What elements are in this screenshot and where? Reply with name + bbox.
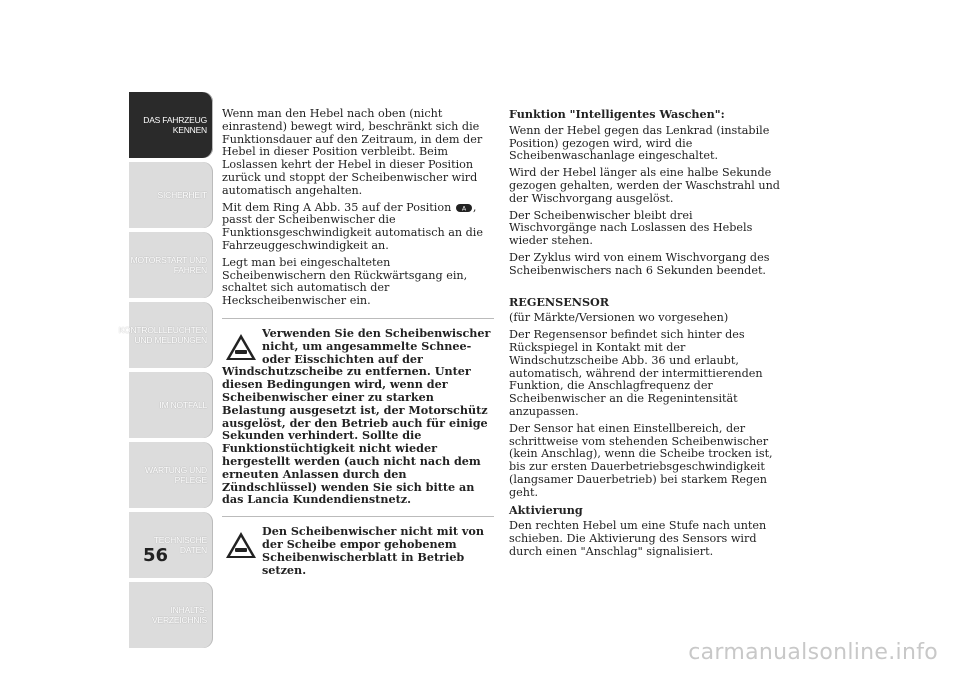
warning-triangle-icon — [225, 333, 257, 361]
tab-kontrollleuchten[interactable]: KONTROLLLEUCHTEN UND MELDUNGEN — [129, 302, 213, 368]
paragraph: Legt man bei eingeschalteten Scheibenwischern den Rückwärtsgang ein, schaltet sich automatisch der Heckscheibenwischer ein. — [222, 255, 468, 308]
warning-lead: Verwenden Sie den Scheibenwischer nicht, um angesammelte Schnee- oder Eisschichten auf der — [262, 325, 491, 366]
warning-box — [222, 318, 494, 506]
paragraph: Der Sensor hat einen Einstellbereich, der schrittweise vom stehenden Scheibenwischer (kein Anschlag), wenn die Scheibe trocken ist, bis zur ersten Dauerbetriebsgeschwindigkeit (langsamer Dauerbetrieb) bei starkem Regen geht. — [509, 421, 773, 499]
tab-inhaltsverzeichnis[interactable]: INHALTS- VERZEICHNIS — [129, 582, 213, 648]
paragraph: (für Märkte/Versionen wo vorgesehen) — [509, 311, 729, 325]
tab-wartung[interactable]: WARTUNG UND PFLEGE — [129, 442, 213, 508]
page-number: 56 — [143, 545, 169, 566]
subheading: Aktivierung — [509, 502, 583, 517]
warning-text: Windschutzscheibe zu entfernen. Unter diesen Bedingungen wird, wenn der Scheibenwischer einer zu starken Belastung ausgesetzt ist, der Motorschütz ausgelöst, der den Betrieb auch für einige Sekunden verhindert. Sollte die Funktionstüchtigkeit nicht wieder hergestellt werden (auch nicht nach dem erneuten Anlassen durch den Zündschlüssel) wenden Sie sich bitte an das Lancia Kundendienstnetz. — [222, 364, 488, 507]
section-heading: Funktion "Intelligentes Waschen": — [509, 107, 725, 121]
paragraph: Wenn man den Hebel nach oben (nicht einrastend) bewegt wird, beschränkt sich die Funktionsdauer auf den Zeitraum, in dem der Hebel in dieser Position verbleibt. Beim Loslassen kehrt der Hebel in dieser Position zurück und stoppt der Scheibenwischer wird automatisch angehalten. — [222, 107, 483, 197]
paragraph: Der Regensensor befindet sich hinter des Rückspiegel in Kontakt mit der Windschutzscheibe Abb. 36 und erlaubt, automatisch, während der intermittierenden Funktion, die Anschlagfrequenz der Scheibenwischer an die Regenintensität anzupassen. — [509, 328, 763, 418]
tab-motorstart[interactable]: MOTORSTART UND FAHREN — [129, 232, 213, 298]
tab-technische-daten[interactable]: TECHNISCHE DATEN — [129, 512, 213, 578]
auto-wiper-icon — [455, 203, 473, 213]
section-heading: REGENSENSOR — [509, 294, 610, 309]
svg-text:A: A — [461, 205, 466, 213]
paragraph: Den rechten Hebel um eine Stufe nach unten schieben. Die Aktivierung des Sensors wird durch einen "Anschlag" signalisiert. — [509, 519, 767, 558]
right-column — [509, 108, 781, 563]
paragraph: Wenn der Hebel gegen das Lenkrad (instabile Position) gezogen wird, wird die Scheibenwaschanlage eingeschaltet. — [509, 123, 770, 163]
warning-text: Den Scheibenwischer nicht mit von der Scheibe empor gehobenem Scheibenwischerblatt in Betrieb setzen. — [262, 524, 484, 577]
watermark: carmanualsonline.info — [688, 640, 938, 665]
warning-box — [222, 516, 494, 576]
chapter-sidebar — [118, 92, 213, 652]
paragraph: Mit dem Ring A Abb. 35 auf der Position A , passt der Scheibenwischer die Funktionsgeschwindigkeit automatisch an die Fahrzeuggeschwindigkeit an. — [222, 200, 484, 252]
tab-im-notfall[interactable]: IM NOTFALL — [129, 372, 213, 438]
paragraph: Wird der Hebel länger als eine halbe Sekunde gezogen gehalten, werden der Waschstrahl und der Wischvorgang ausgelöst. — [509, 166, 780, 205]
tab-sicherheit[interactable]: SICHERHEIT — [129, 162, 213, 228]
left-column — [222, 108, 494, 576]
paragraph: Der Scheibenwischer bleibt drei Wischvorgänge nach Loslassen des Hebels wieder stehen. — [509, 208, 753, 248]
warning-triangle-icon — [225, 531, 257, 559]
tab-das-fahrzeug-kennen[interactable]: DAS FAHRZEUG KENNEN — [129, 92, 213, 158]
paragraph: Der Zyklus wird von einem Wischvorgang des Scheibenwischers nach 6 Sekunden beendet. — [509, 250, 770, 277]
